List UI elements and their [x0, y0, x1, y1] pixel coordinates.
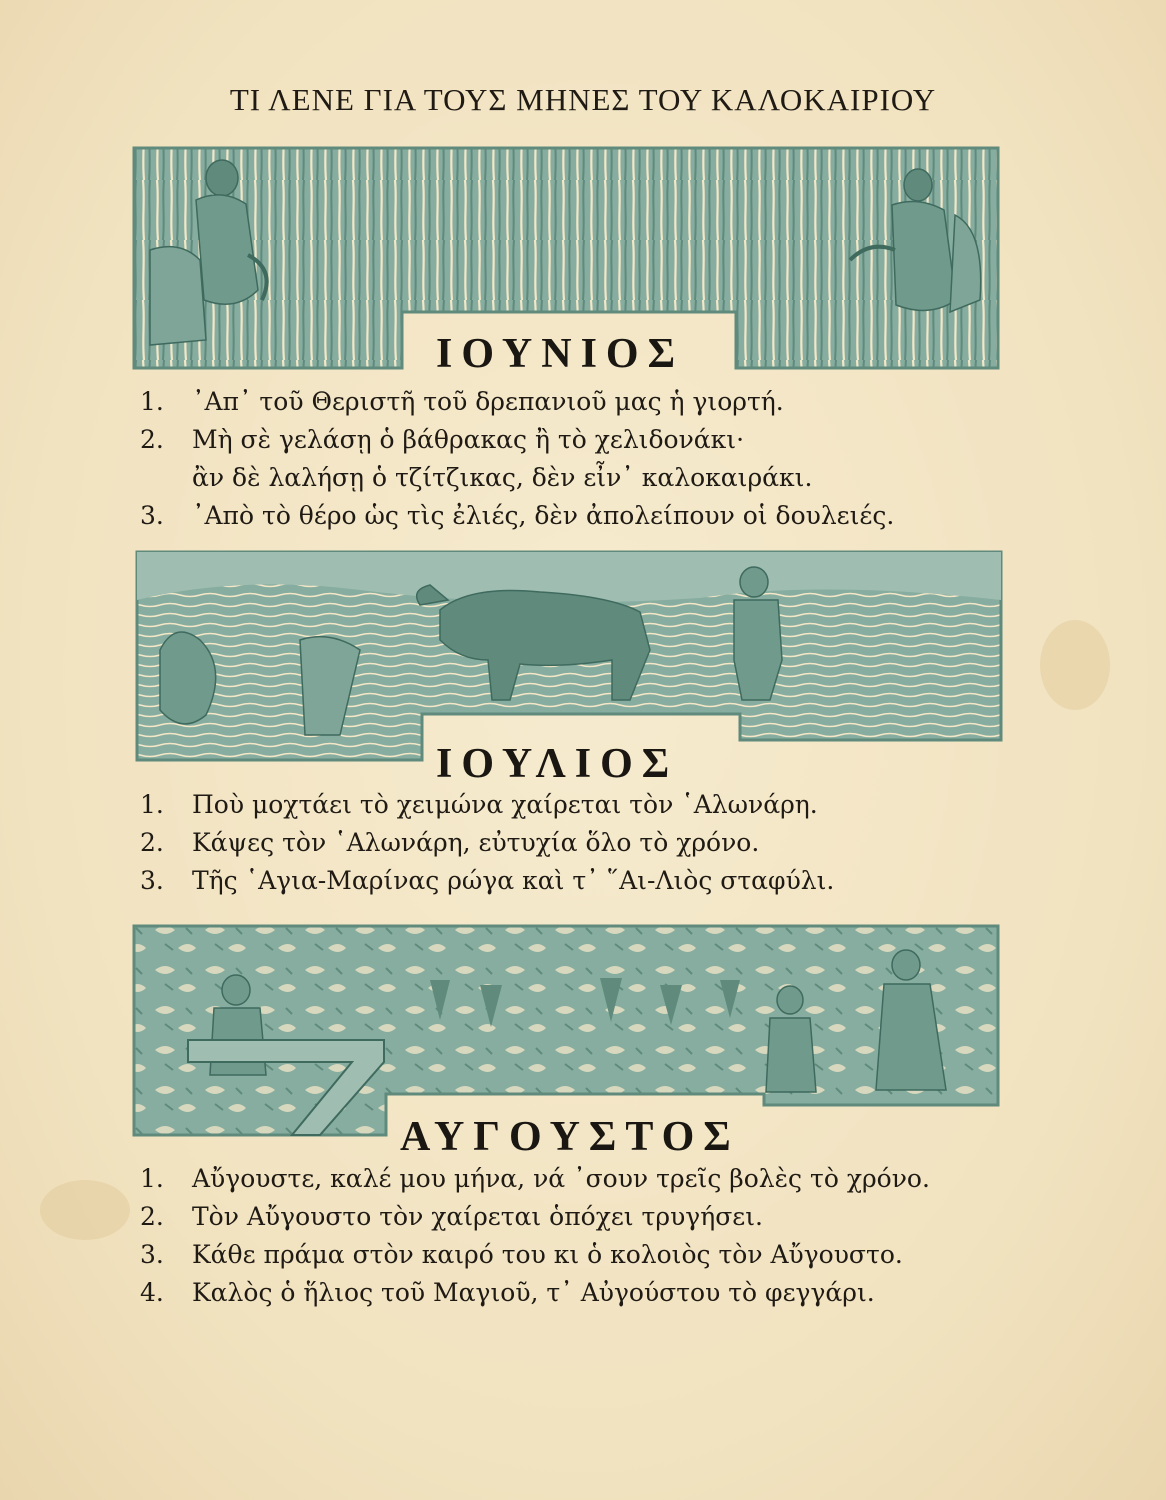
proverb-text: Κάθε πράμα στὸν καιρό του κι ὁ κολοιὸς τὸν Αὔγουστο.	[192, 1240, 903, 1269]
proverb-text: Ποὺ μοχτάει τὸ χειμώνα χαίρεται τὸν ῾Αλωνάρη.	[192, 790, 818, 819]
proverb-number: 1.	[140, 1164, 164, 1193]
page-title: ΤΙ ΛΕΝΕ ΓΙΑ ΤΟΥΣ ΜΗΝΕΣ ΤΟΥ ΚΑΛΟΚΑΙΡΙΟΥ	[229, 82, 937, 117]
grape-harvest-woodcut	[134, 926, 998, 1135]
proverb-text-continuation: ἂν δὲ λαλήσῃ ὁ τζίτζικας, δὲν εἶν᾿ καλοκαιράκι.	[192, 463, 813, 492]
proverb	[140, 421, 894, 497]
proverb-number: 3.	[140, 501, 164, 530]
month-title-august: ΑΥΓΟΥΣΤΟΣ	[400, 1114, 740, 1160]
proverb-text: Κάψες τὸν ῾Αλωνάρη, εὐτυχία ὅλο τὸ χρόνο.	[192, 828, 760, 857]
proverb	[140, 862, 834, 900]
proverb-number: 2.	[140, 828, 164, 857]
proverb	[140, 383, 894, 421]
proverb-text: ᾿Απ᾿ τοῦ Θεριστῆ τοῦ δρεπανιοῦ μας ἡ γιορτή.	[192, 387, 784, 416]
month-title-july: ΙΟΥΛΙΟΣ	[436, 741, 679, 787]
proverb-list-august	[140, 1160, 930, 1312]
proverb-number: 2.	[140, 425, 164, 454]
proverb-text: ᾿Απὸ τὸ θέρο ὡς τὶς ἐλιές, δὲν ἀπολείπουν οἱ δουλειές.	[192, 501, 895, 530]
proverb-text: Τὸν Αὔγουστο τὸν χαίρεται ὁπόχει τρυγήσει.	[192, 1202, 763, 1231]
proverb	[140, 1236, 930, 1274]
proverb-text: Μὴ σὲ γελάσῃ ὁ βάθρακας ἢ τὸ χελιδονάκι·	[192, 425, 745, 454]
proverb-number: 2.	[140, 1202, 164, 1231]
month-title-june: ΙΟΥΝΙΟΣ	[436, 331, 685, 377]
proverb-number: 1.	[140, 387, 164, 416]
proverb-number: 1.	[140, 790, 164, 819]
proverb-list-june	[140, 383, 894, 535]
proverb-list-july	[140, 786, 834, 900]
proverb-text: Τῆς ῾Αγια-Μαρίνας ρώγα καὶ τ᾿ ῞Αι-Λιὸς σταφύλι.	[192, 866, 835, 895]
proverb	[140, 1160, 930, 1198]
proverb-number: 3.	[140, 866, 164, 895]
proverb	[140, 1198, 930, 1236]
proverb	[140, 786, 834, 824]
proverb	[140, 1274, 930, 1312]
threshing-woodcut	[137, 552, 1001, 760]
proverb	[140, 824, 834, 862]
proverb	[140, 497, 894, 535]
proverb-number: 3.	[140, 1240, 164, 1269]
proverb-text: Αὔγουστε, καλέ μου μήνα, νά ᾿σουν τρεῖς βολὲς τὸ χρόνο.	[192, 1164, 930, 1193]
proverb-number: 4.	[140, 1278, 164, 1307]
proverb-text: Καλὸς ὁ ἥλιος τοῦ Μαγιοῦ, τ᾿ Αὐγούστου τὸ φεγγάρι.	[192, 1278, 875, 1307]
